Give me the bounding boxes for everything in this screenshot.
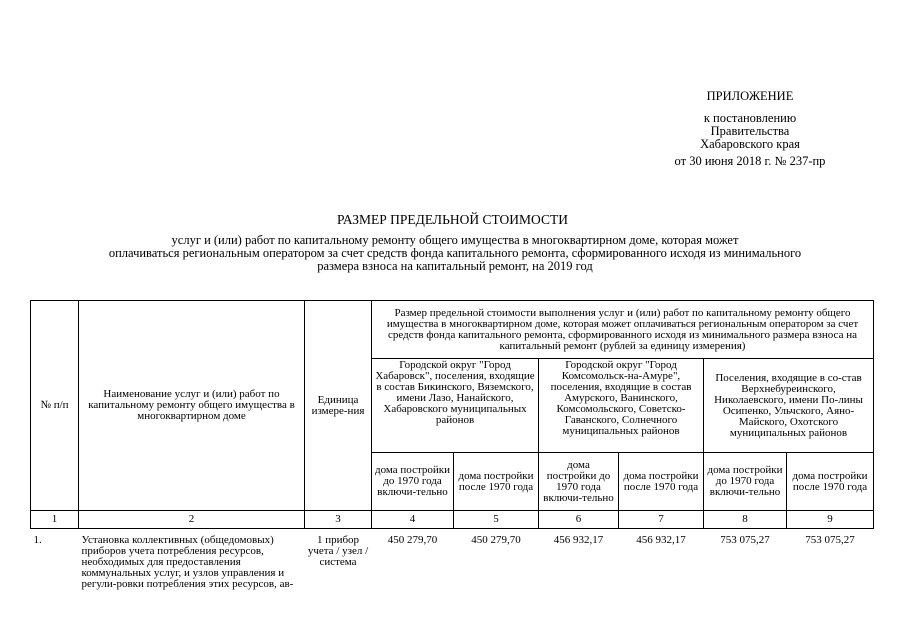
column-number: 1 [31, 511, 79, 529]
header-region-khabarovsk: Городской округ "Город Хабаровск", поселения, входящие в состав Бикинского, Вяземского, имени Лазо, Нанайского, Хабаровского муниципальных районов [372, 359, 539, 453]
appendix-line: к постановлению [703, 111, 797, 125]
subtitle-line: услуг и (или) работ по капитальному ремонту общего имущества в многоквартирном доме, которая может [171, 233, 739, 247]
row-value: 753 075,27 [805, 534, 855, 546]
row-unit: 1 прибор учета / узел / система [307, 534, 369, 568]
header-after-1970: дома постройки после 1970 года [454, 453, 539, 511]
header-name: Наименование услуг и (или) работ по капитальному ремонту общего имущества в многоквартирном доме [79, 301, 305, 511]
column-number: 9 [787, 511, 874, 529]
row-name: Установка коллективных (общедомовых) приборов учета потребления ресурсов, необходимых для предоставления коммунальных услуг, и узлов управления и регули-ровки потребления этих ресурсов, ав- [81, 534, 294, 590]
column-number: 3 [305, 511, 372, 529]
column-number: 5 [454, 511, 539, 529]
column-number: 2 [79, 511, 305, 529]
row-value: 450 279,70 [387, 534, 438, 546]
header-before-1970: дома постройки до 1970 года включи-тельно [372, 453, 454, 511]
appendix-line: Правительства [710, 124, 790, 138]
header-before-1970: дома постройки до 1970 года включи-тельно [539, 453, 619, 511]
appendix-line: Хабаровского края [700, 137, 800, 151]
header-no: № п/п [31, 301, 79, 511]
header-unit: Единица измере-ния [305, 301, 372, 511]
header-before-1970: дома постройки до 1970 года включи-тельно [704, 453, 787, 511]
table-row [31, 529, 874, 592]
header-group: Размер предельной стоимости выполнения услуг и (или) работ по капитальному ремонту общего имущества в многоквартирном доме, которая может оплачиваться региональным оператором за счет средств фонда капитального ремонта, сформированного исходя из минимального размера взноса на капитальный ремонт (рублей за единицу измерения) [372, 301, 874, 359]
column-number: 4 [372, 511, 454, 529]
row-value: 450 279,70 [471, 534, 521, 546]
cost-table [30, 300, 874, 591]
document-title: РАЗМЕР ПРЕДЕЛЬНОЙ СТОИМОСТИ [337, 212, 568, 227]
row-no: 1. [33, 534, 42, 546]
appendix-heading: ПРИЛОЖЕНИЕ [706, 89, 794, 103]
document-subtitle [20, 234, 890, 273]
subtitle-line: оплачиваться региональным оператором за счет средств фонда капитального ремонта, сформированного исходя из минимального [108, 246, 802, 260]
header-region-komsomolsk: Городской округ "Город Комсомольск-на-Амуре", поселения, входящие в состав Амурского, Ванинского, Комсомольского, Советско-Гаванского, Солнечного муниципальных районов [539, 359, 704, 453]
row-value: 456 932,17 [553, 534, 604, 546]
header-region-settlements: Поселения, входящие в со-став Верхнебуреинского, Николаевского, имени По-лины Осипенко, Ульчского, Аяно-Майского, Охотского муниципальных районов [704, 359, 874, 453]
row-value: 753 075,27 [720, 534, 770, 546]
column-number: 7 [619, 511, 704, 529]
header-after-1970: дома постройки после 1970 года [619, 453, 704, 511]
header-after-1970: дома постройки после 1970 года [787, 453, 874, 511]
column-number: 6 [539, 511, 619, 529]
subtitle-line: размера взноса на капитальный ремонт, на 2019 год [317, 259, 593, 273]
appendix-date: от 30 июня 2018 г. № 237-пр [674, 154, 826, 168]
column-number: 8 [704, 511, 787, 529]
row-value: 456 932,17 [636, 534, 686, 546]
